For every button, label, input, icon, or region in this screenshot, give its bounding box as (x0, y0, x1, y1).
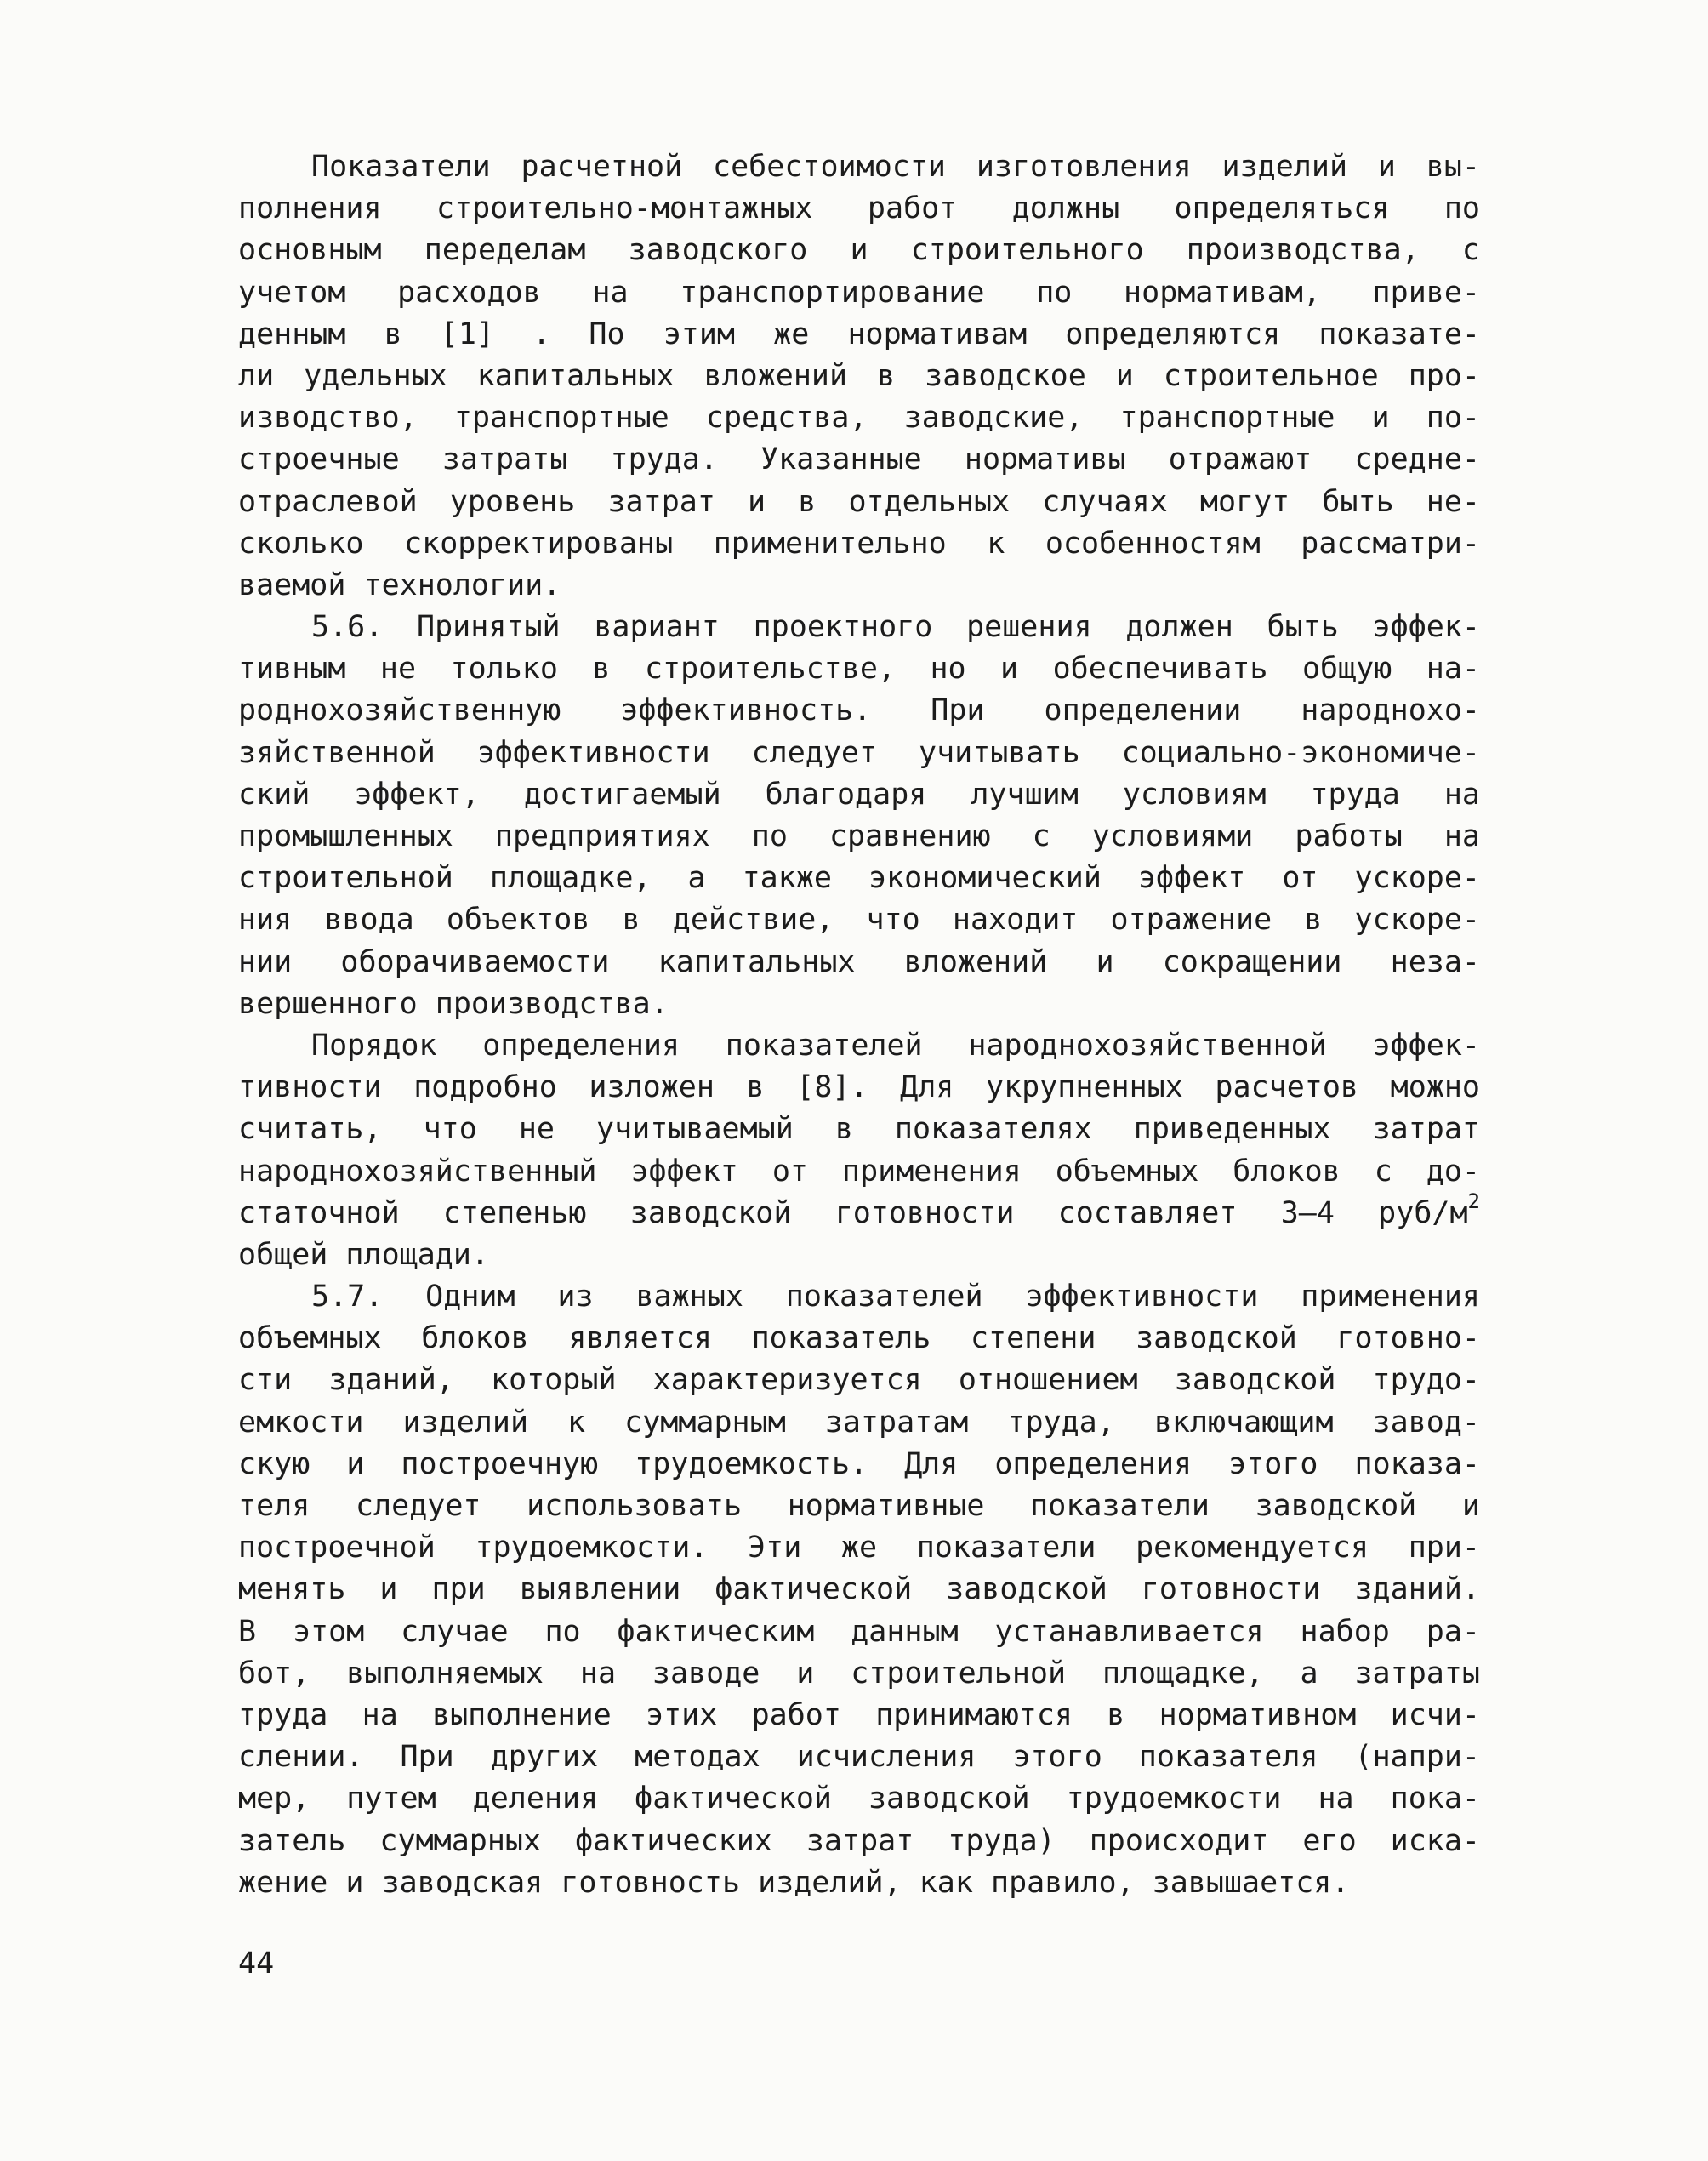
text-line: построечной трудоемкости. Эти же показатели рекомендуется при- (238, 1531, 1480, 1565)
text-line: ский эффект, достигаемый благодаря лучшим условиям труда на (238, 777, 1480, 812)
text-line: 5.7. Одним из важных показателей эффективности применения (311, 1280, 1480, 1314)
text-line: скую и построечную трудоемкость. Для определения этого показа- (238, 1446, 1480, 1481)
text-line-main: статочной степенью заводской готовности составляет 3–4 руб/м (238, 1195, 1468, 1230)
text-line: затель суммарных фактических затрат труда) происходит его иска- (238, 1823, 1480, 1858)
text-line: зяйственной эффективности следует учитывать социально-экономиче- (238, 735, 1480, 770)
text-line: промышленных предприятиях по сравнению с условиями работы на (238, 819, 1480, 853)
text-line: тивности подробно изложен в [8]. Для укрупненных расчетов можно (238, 1070, 1480, 1105)
text-line: нии оборачиваемости капитальных вложений и сокращении неза- (238, 944, 1480, 979)
text-line: теля следует использовать нормативные показатели заводской и (238, 1489, 1480, 1523)
text-line: основным переделам заводского и строительного производства, с (238, 233, 1480, 268)
text-line: народнохозяйственный эффект от применения объемных блоков с до- (238, 1154, 1480, 1189)
text-line: слении. При других методах исчисления этого показателя (напри- (238, 1740, 1480, 1775)
text-line: полнения строительно-монтажных работ должны определяться по (238, 191, 1480, 226)
text-line: жение и заводская готовность изделий, как правило, завышается. (238, 1865, 1350, 1900)
text-line: общей площади. (238, 1237, 490, 1272)
text-line: ли удельных капитальных вложений в заводское и строительное про- (238, 358, 1480, 393)
text-line: ния ввода объектов в действие, что находит отражение в ускоре- (238, 903, 1480, 938)
text-line: менять и при выявлении фактической заводской готовности зданий. (238, 1572, 1480, 1607)
text-line: денным в [1] . По этим же нормативам определяются показате- (238, 316, 1480, 351)
text-line: тивным не только в строительстве, но и обеспечивать общую на- (238, 652, 1480, 687)
text-line: труда на выполнение этих работ принимаются в нормативном исчи- (238, 1697, 1480, 1732)
text-line: строительной площадке, а также экономический эффект от ускоре- (238, 861, 1480, 896)
text-line: Порядок определения показателей народнохозяйственной эффек- (311, 1028, 1480, 1063)
superscript: 2 (1467, 1189, 1480, 1214)
text-line: Показатели расчетной себестоимости изготовления изделий и вы- (311, 150, 1480, 184)
text-line: ваемой технологии. (238, 567, 561, 602)
text-line: строечные затраты труда. Указанные нормативы отражают средне- (238, 442, 1480, 477)
text-line-with-superscript (238, 1189, 1480, 1234)
text-line: объемных блоков является показатель степени заводской готовно- (238, 1321, 1480, 1356)
text-line: емкости изделий к суммарным затратам труда, включающим завод- (238, 1405, 1480, 1440)
text-line: сколько скорректированы применительно к особенностям рассматри- (238, 526, 1480, 561)
text-line: 5.6. Принятый вариант проектного решения должен быть эффек- (311, 610, 1480, 645)
page-number: 44 (238, 1947, 275, 1981)
text-line: считать, что не учитываемый в показателях приведенных затрат (238, 1112, 1480, 1147)
text-line: изводство, транспортные средства, заводские, транспортные и по- (238, 401, 1480, 436)
text-line: роднохозяйственную эффективность. При определении народнохо- (238, 693, 1480, 728)
text-line: мер, путем деления фактической заводской трудоемкости на пока- (238, 1782, 1480, 1816)
text-line: отраслевой уровень затрат и в отдельных случаях могут быть не- (238, 484, 1480, 519)
text-line: бот, выполняемых на заводе и строительной площадке, а затраты (238, 1656, 1480, 1691)
text-line: В этом случае по фактическим данным устанавливается набор ра- (238, 1614, 1480, 1649)
text-line: вершенного производства. (238, 986, 669, 1021)
body-text (238, 146, 1480, 1904)
text-line: учетом расходов на транспортирование по нормативам, приве- (238, 275, 1480, 310)
text-line: сти зданий, который характеризуется отношением заводской трудо- (238, 1363, 1480, 1398)
